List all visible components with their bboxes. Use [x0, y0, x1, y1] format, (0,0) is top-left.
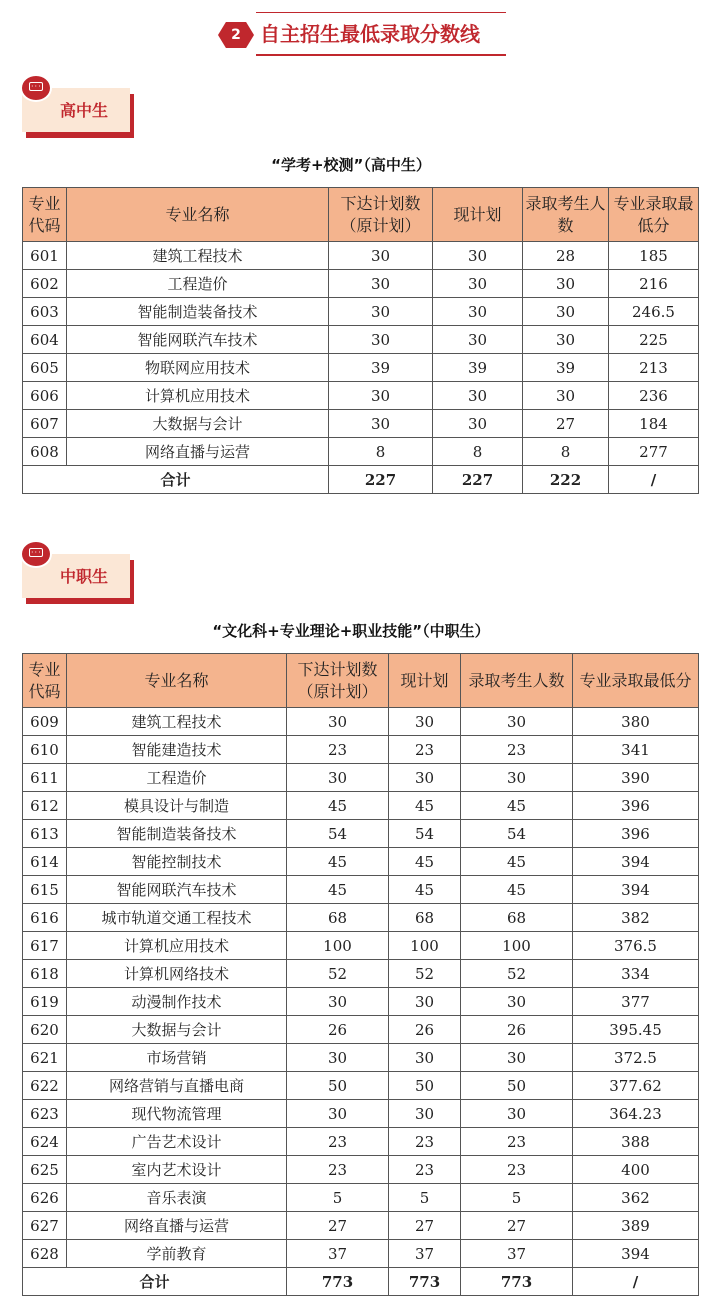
table-cell: 612	[23, 792, 67, 820]
table-row	[23, 708, 699, 736]
table-cell: 计算机网络技术	[67, 960, 287, 988]
table-cell: 26	[287, 1016, 389, 1044]
table-cell: 100	[461, 932, 573, 960]
total-cell: 227	[329, 466, 433, 494]
table-cell: 601	[23, 242, 67, 270]
table-row	[23, 1240, 699, 1268]
table-cell: 68	[389, 904, 461, 932]
table-cell: 30	[287, 708, 389, 736]
table-cell: 23	[389, 1156, 461, 1184]
table-cell: 396	[573, 820, 699, 848]
table-row	[23, 1156, 699, 1184]
header-line-bottom	[256, 54, 506, 56]
table-cell: 396	[573, 792, 699, 820]
table-cell: 52	[461, 960, 573, 988]
table-cell: 377.62	[573, 1072, 699, 1100]
table-cell: 45	[389, 792, 461, 820]
table-cell: 604	[23, 326, 67, 354]
table-cell: 362	[573, 1184, 699, 1212]
table-cell: 54	[287, 820, 389, 848]
column-header: 下达计划数（原计划）	[287, 654, 389, 708]
table-cell: 30	[461, 988, 573, 1016]
table-cell: 30	[287, 1044, 389, 1072]
column-header: 录取考生人数	[523, 188, 609, 242]
table-cell: 37	[287, 1240, 389, 1268]
table-cell: 30	[433, 242, 523, 270]
table-row	[23, 1128, 699, 1156]
table-cell: 5	[389, 1184, 461, 1212]
table-cell: 27	[389, 1212, 461, 1240]
table-cell: 236	[609, 382, 699, 410]
table-cell: 30	[389, 988, 461, 1016]
table-cell: 623	[23, 1100, 67, 1128]
table-cell: 225	[609, 326, 699, 354]
table-cell: 616	[23, 904, 67, 932]
table-cell: 23	[461, 1156, 573, 1184]
table-cell: 智能网联汽车技术	[67, 876, 287, 904]
table-cell: 30	[461, 1044, 573, 1072]
table-cell: 613	[23, 820, 67, 848]
table-cell: 100	[287, 932, 389, 960]
table-cell: 609	[23, 708, 67, 736]
table-cell: 602	[23, 270, 67, 298]
table-row	[23, 764, 699, 792]
table-cell: 23	[287, 1156, 389, 1184]
table-cell: 621	[23, 1044, 67, 1072]
column-header: 下达计划数（原计划）	[329, 188, 433, 242]
table-cell: 277	[609, 438, 699, 466]
table-cell: 185	[609, 242, 699, 270]
page-title: 自主招生最低录取分数线	[260, 22, 480, 46]
table-cell: 100	[389, 932, 461, 960]
table-row	[23, 410, 699, 438]
total-cell: 773	[461, 1268, 573, 1296]
total-cell: 227	[433, 466, 523, 494]
table-cell: 45	[287, 792, 389, 820]
table-cell: 智能制造装备技术	[67, 820, 287, 848]
table-row	[23, 326, 699, 354]
table-cell: 615	[23, 876, 67, 904]
table-cell: 8	[329, 438, 433, 466]
table-cell: 30	[389, 1100, 461, 1128]
chat-bubble-icon: ···	[20, 74, 52, 102]
table-cell: 30	[433, 410, 523, 438]
table-cell: 246.5	[609, 298, 699, 326]
table-cell: 23	[287, 736, 389, 764]
table-cell: 30	[523, 270, 609, 298]
table-row	[23, 1044, 699, 1072]
table-row	[23, 270, 699, 298]
table-cell: 619	[23, 988, 67, 1016]
table-row	[23, 242, 699, 270]
table-cell: 30	[389, 764, 461, 792]
column-header: 录取考生人数	[461, 654, 573, 708]
table-cell: 30	[329, 382, 433, 410]
table-cell: 30	[433, 382, 523, 410]
table-cell: 54	[389, 820, 461, 848]
table-row	[23, 354, 699, 382]
section-badge-high-school	[22, 82, 134, 132]
header-line-top	[256, 12, 506, 13]
table-cell: 39	[433, 354, 523, 382]
table-cell: 614	[23, 848, 67, 876]
table-cell: 45	[287, 848, 389, 876]
table-row	[23, 904, 699, 932]
table-cell: 建筑工程技术	[67, 242, 329, 270]
table-cell: 216	[609, 270, 699, 298]
table-cell: 382	[573, 904, 699, 932]
table-cell: 68	[461, 904, 573, 932]
table-row	[23, 820, 699, 848]
score-table-high-school	[22, 187, 699, 494]
table-cell: 5	[287, 1184, 389, 1212]
table-cell: 390	[573, 764, 699, 792]
table-cell: 23	[461, 736, 573, 764]
table-cell: 模具设计与制造	[67, 792, 287, 820]
score-table-vocational	[22, 653, 699, 1296]
table-cell: 智能网联汽车技术	[67, 326, 329, 354]
column-header: 专业录取最低分	[609, 188, 699, 242]
table-cell: 23	[389, 736, 461, 764]
table-cell: 45	[389, 848, 461, 876]
table-cell: 605	[23, 354, 67, 382]
table-cell: 网络营销与直播电商	[67, 1072, 287, 1100]
table-cell: 388	[573, 1128, 699, 1156]
table-cell: 380	[573, 708, 699, 736]
table-cell: 39	[329, 354, 433, 382]
table-cell: 动漫制作技术	[67, 988, 287, 1016]
table-cell: 625	[23, 1156, 67, 1184]
table-cell: 341	[573, 736, 699, 764]
table-cell: 室内艺术设计	[67, 1156, 287, 1184]
table-header-row	[23, 654, 699, 708]
column-header: 现计划	[433, 188, 523, 242]
table-cell: 27	[287, 1212, 389, 1240]
table-cell: 52	[287, 960, 389, 988]
table-cell: 389	[573, 1212, 699, 1240]
table-cell: 394	[573, 1240, 699, 1268]
table-cell: 394	[573, 848, 699, 876]
table-cell: 334	[573, 960, 699, 988]
table-cell: 184	[609, 410, 699, 438]
table-row	[23, 960, 699, 988]
total-label: 合计	[23, 466, 329, 494]
total-cell: 773	[389, 1268, 461, 1296]
table-cell: 现代物流管理	[67, 1100, 287, 1128]
table-cell: 23	[461, 1128, 573, 1156]
table-cell: 610	[23, 736, 67, 764]
table-cell: 计算机应用技术	[67, 932, 287, 960]
section-header	[210, 10, 506, 56]
table-cell: 50	[389, 1072, 461, 1100]
table-row	[23, 736, 699, 764]
header-number: 2	[231, 27, 241, 43]
table-cell: 计算机应用技术	[67, 382, 329, 410]
table-cell: 30	[287, 764, 389, 792]
column-header: 专业代码	[23, 188, 67, 242]
table-row	[23, 1016, 699, 1044]
table-cell: 45	[389, 876, 461, 904]
table-cell: 45	[461, 792, 573, 820]
table-cell: 364.23	[573, 1100, 699, 1128]
table-row	[23, 988, 699, 1016]
table-row	[23, 298, 699, 326]
column-header: 现计划	[389, 654, 461, 708]
table-cell: 建筑工程技术	[67, 708, 287, 736]
table-cell: 45	[461, 848, 573, 876]
table-cell: 30	[433, 326, 523, 354]
table-cell: 620	[23, 1016, 67, 1044]
table-row	[23, 792, 699, 820]
table-cell: 智能建造技术	[67, 736, 287, 764]
table-row	[23, 1100, 699, 1128]
table-cell: 30	[329, 298, 433, 326]
table-cell: 68	[287, 904, 389, 932]
table-cell: 624	[23, 1128, 67, 1156]
table-cell: 30	[461, 764, 573, 792]
table-cell: 物联网应用技术	[67, 354, 329, 382]
table-cell: 213	[609, 354, 699, 382]
column-header: 专业名称	[67, 654, 287, 708]
section-badge-label: 中职生	[60, 567, 109, 586]
table-row	[23, 1212, 699, 1240]
table-cell: 城市轨道交通工程技术	[67, 904, 287, 932]
table-header-row	[23, 188, 699, 242]
table-cell: 608	[23, 438, 67, 466]
table-cell: 网络直播与运营	[67, 438, 329, 466]
table-cell: 8	[523, 438, 609, 466]
table-cell: 广告艺术设计	[67, 1128, 287, 1156]
total-label: 合计	[23, 1268, 287, 1296]
table-cell: 5	[461, 1184, 573, 1212]
table-cell: 618	[23, 960, 67, 988]
section-badge-vocational	[22, 548, 134, 598]
table-cell: 市场营销	[67, 1044, 287, 1072]
table-cell: 30	[329, 326, 433, 354]
table-cell: 617	[23, 932, 67, 960]
table-cell: 27	[523, 410, 609, 438]
table-cell: 45	[461, 876, 573, 904]
table-cell: 智能控制技术	[67, 848, 287, 876]
table-cell: 26	[461, 1016, 573, 1044]
table-cell: 23	[287, 1128, 389, 1156]
table-row	[23, 848, 699, 876]
table-title-high-school: “学考+校测”（高中生）	[271, 156, 431, 174]
table-row	[23, 1184, 699, 1212]
table-cell: 30	[389, 1044, 461, 1072]
section-badge-label: 高中生	[60, 101, 109, 120]
table-cell: 376.5	[573, 932, 699, 960]
table-cell: 30	[523, 382, 609, 410]
total-cell: /	[609, 466, 699, 494]
table-row	[23, 876, 699, 904]
table-cell: 30	[461, 708, 573, 736]
table-cell: 大数据与会计	[67, 410, 329, 438]
table-cell: 27	[461, 1212, 573, 1240]
table-cell: 网络直播与运营	[67, 1212, 287, 1240]
table-cell: 28	[523, 242, 609, 270]
table-cell: 400	[573, 1156, 699, 1184]
table-cell: 395.45	[573, 1016, 699, 1044]
table-cell: 50	[461, 1072, 573, 1100]
table-title-vocational: “文化科+专业理论+职业技能”（中职生）	[212, 622, 490, 640]
table-row	[23, 438, 699, 466]
total-cell: 773	[287, 1268, 389, 1296]
column-header: 专业录取最低分	[573, 654, 699, 708]
table-cell: 工程造价	[67, 764, 287, 792]
table-row	[23, 382, 699, 410]
table-cell: 30	[329, 270, 433, 298]
total-cell: 222	[523, 466, 609, 494]
table-cell: 26	[389, 1016, 461, 1044]
table-cell: 8	[433, 438, 523, 466]
table-cell: 607	[23, 410, 67, 438]
total-row	[23, 1268, 699, 1296]
table-cell: 30	[329, 242, 433, 270]
table-cell: 39	[523, 354, 609, 382]
table-row	[23, 932, 699, 960]
table-cell: 52	[389, 960, 461, 988]
table-cell: 606	[23, 382, 67, 410]
table-cell: 智能制造装备技术	[67, 298, 329, 326]
table-row	[23, 1072, 699, 1100]
table-cell: 603	[23, 298, 67, 326]
table-cell: 377	[573, 988, 699, 1016]
table-cell: 30	[523, 298, 609, 326]
table-cell: 30	[433, 270, 523, 298]
table-cell: 626	[23, 1184, 67, 1212]
table-cell: 30	[433, 298, 523, 326]
table-cell: 372.5	[573, 1044, 699, 1072]
table-cell: 30	[523, 326, 609, 354]
table-cell: 50	[287, 1072, 389, 1100]
table-cell: 628	[23, 1240, 67, 1268]
table-cell: 622	[23, 1072, 67, 1100]
column-header: 专业代码	[23, 654, 67, 708]
table-cell: 45	[287, 876, 389, 904]
table-cell: 611	[23, 764, 67, 792]
table-cell: 23	[389, 1128, 461, 1156]
table-cell: 30	[329, 410, 433, 438]
table-cell: 394	[573, 876, 699, 904]
table-cell: 30	[461, 1100, 573, 1128]
table-cell: 学前教育	[67, 1240, 287, 1268]
table-cell: 工程造价	[67, 270, 329, 298]
table-cell: 30	[287, 988, 389, 1016]
table-cell: 大数据与会计	[67, 1016, 287, 1044]
chat-bubble-icon: ···	[20, 540, 52, 568]
table-cell: 54	[461, 820, 573, 848]
table-cell: 30	[287, 1100, 389, 1128]
total-row	[23, 466, 699, 494]
table-cell: 37	[461, 1240, 573, 1268]
table-cell: 音乐表演	[67, 1184, 287, 1212]
column-header: 专业名称	[67, 188, 329, 242]
total-cell: /	[573, 1268, 699, 1296]
table-cell: 37	[389, 1240, 461, 1268]
table-cell: 30	[389, 708, 461, 736]
table-cell: 627	[23, 1212, 67, 1240]
